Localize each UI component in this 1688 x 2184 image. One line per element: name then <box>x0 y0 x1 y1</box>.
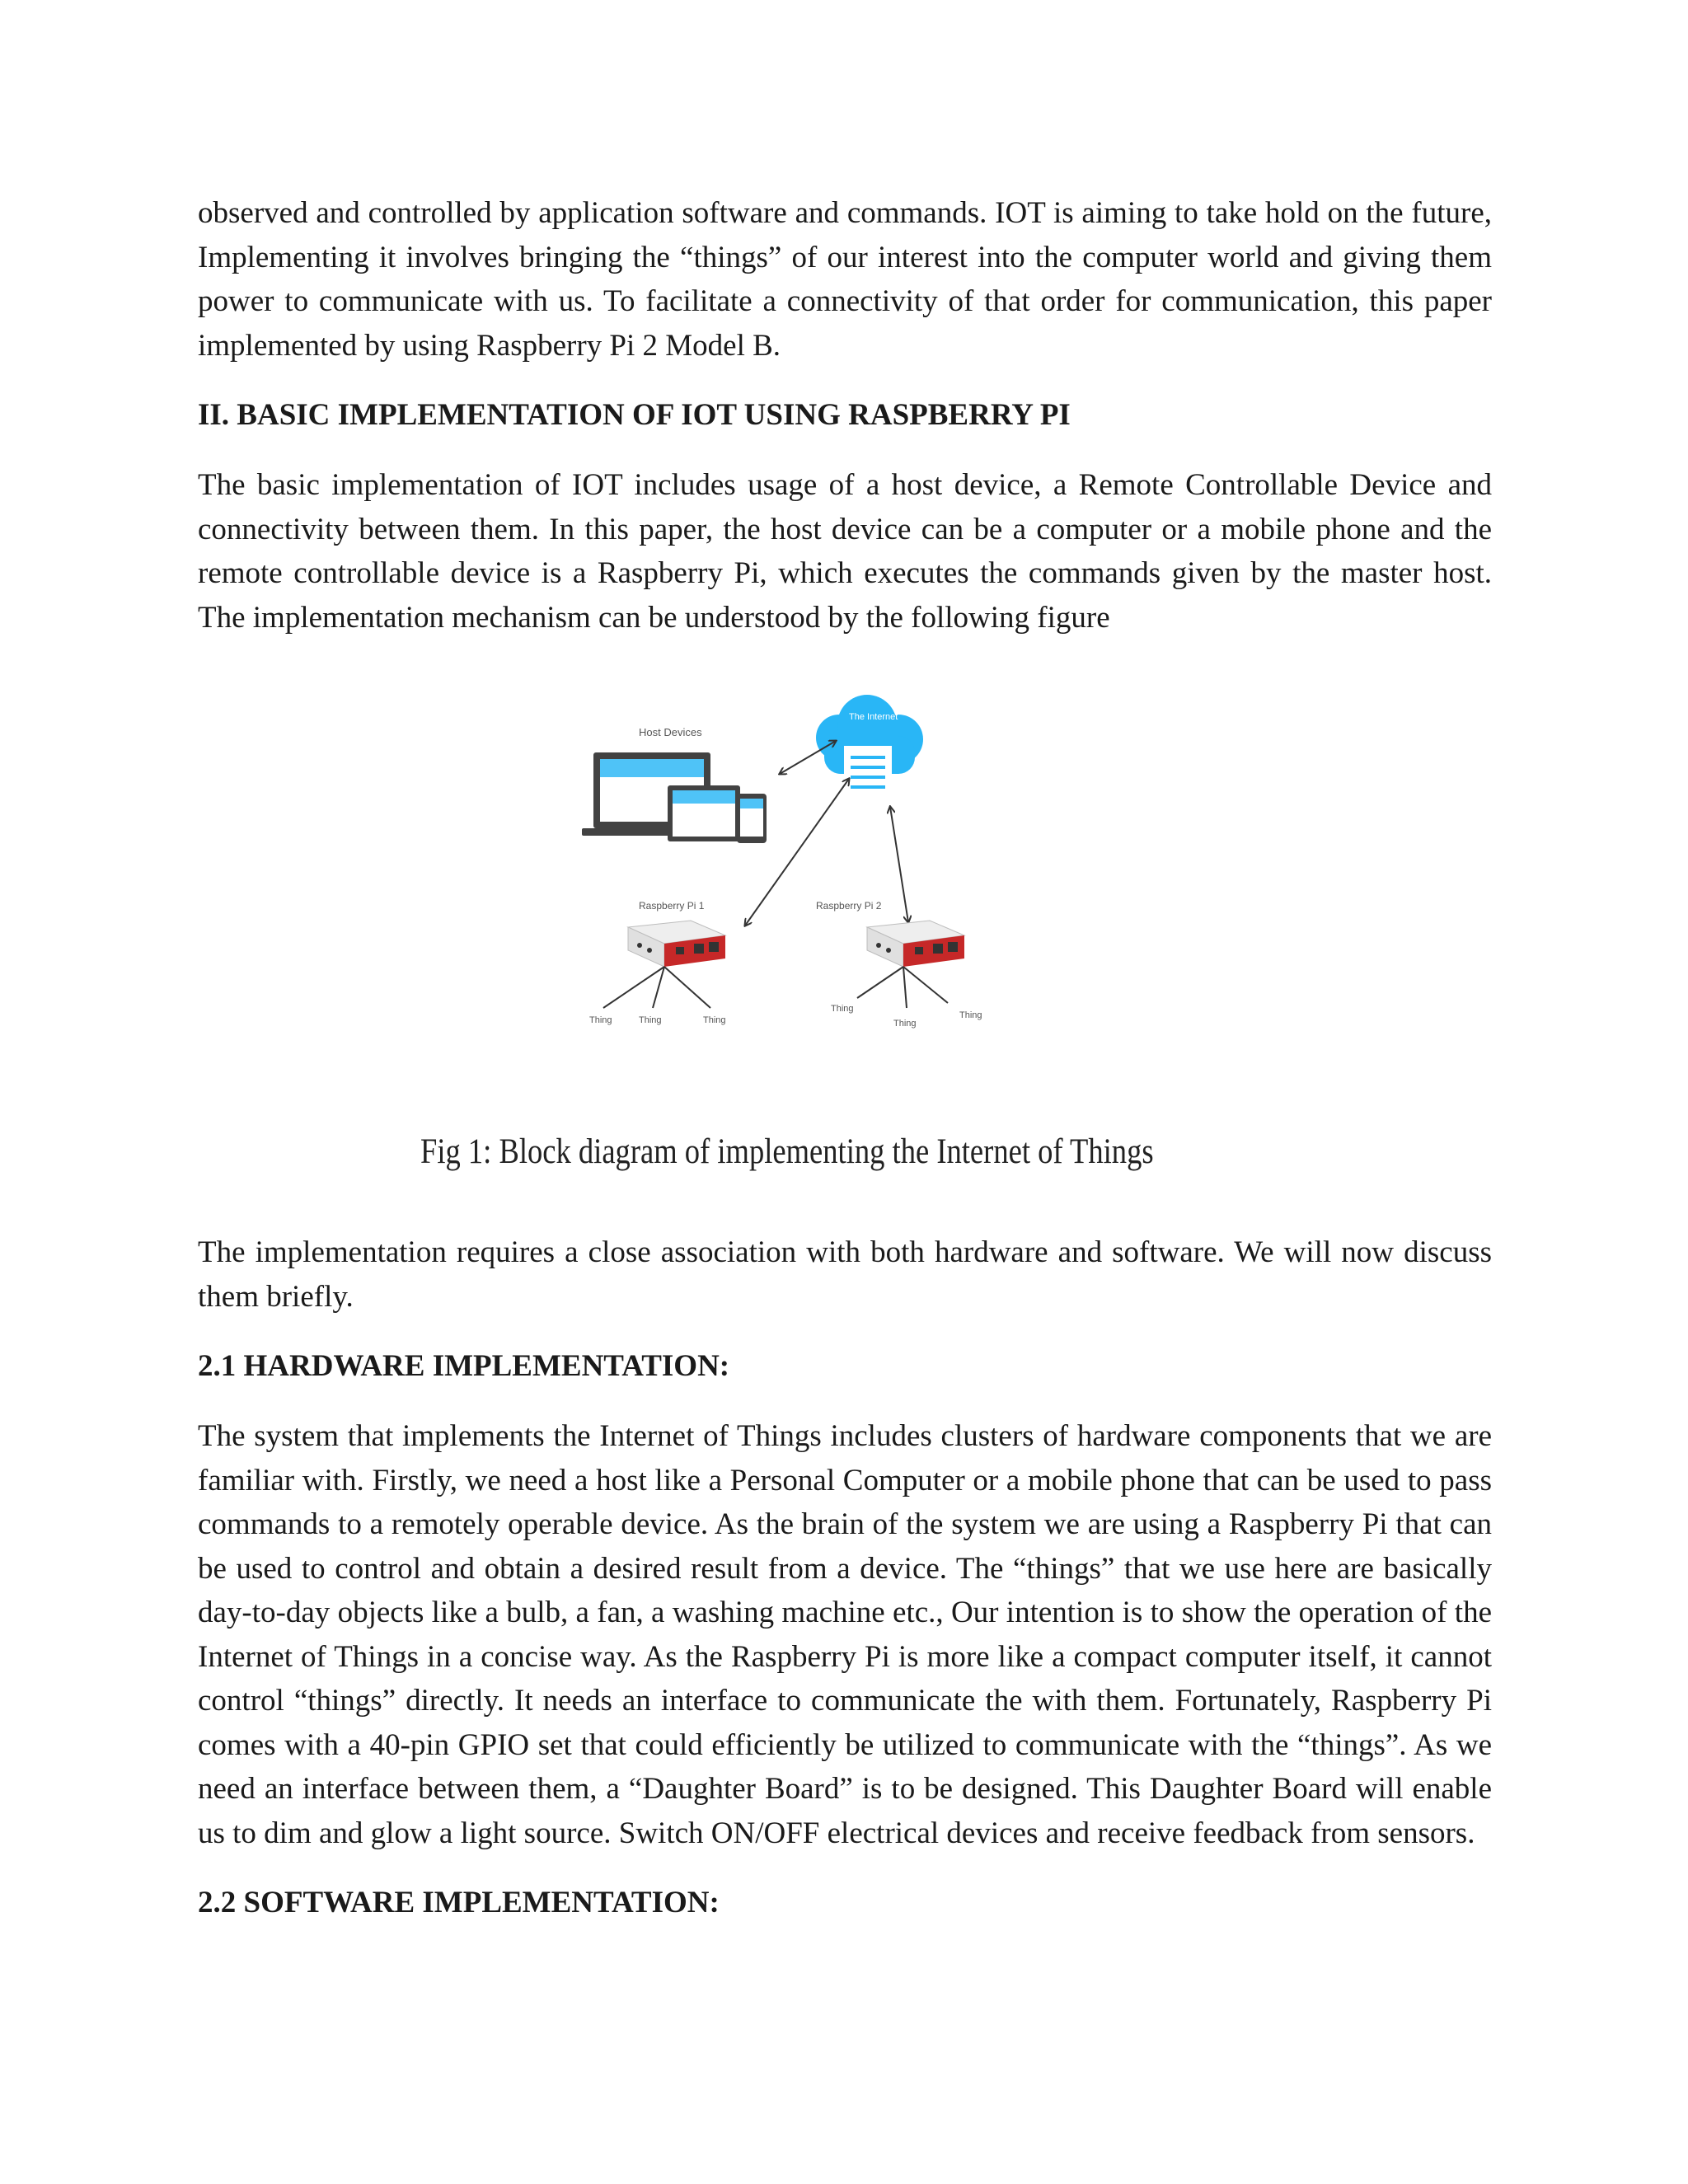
thing-label: Thing <box>831 1004 854 1014</box>
raspberry-pi-1-label: Raspberry Pi 1 <box>639 900 705 912</box>
thing-label: Thing <box>959 1010 982 1020</box>
section-heading-basic-implementation: II. BASIC IMPLEMENTATION OF IOT USING RASPBERRY PI <box>198 398 1071 432</box>
host-devices-label: Host Devices <box>639 726 702 738</box>
section-heading-software: 2.2 SOFTWARE IMPLEMENTATION: <box>198 1886 720 1919</box>
thing-label: Thing <box>703 1015 726 1025</box>
wire-pi2-thing1 <box>857 967 903 998</box>
figure-block-diagram <box>198 670 1492 1230</box>
raspberry-pi-2-icon <box>867 921 964 967</box>
paragraph-hardware: The system that implements the Internet of Things includes clusters of hardware components that we are familiar with. Firstly, we need a host like a Personal Computer or a mobile phone that can be used to pass commands to a remotely operable device. As the brain of the system we are using a Raspberry Pi that can be used to control and obtain a desired result from a device. The “things” that we use here are basically day-to-day objects like a bulb, a fan, a washing machine etc., Our intention is to show the operation of the Internet of Things in a concise way. As the Raspberry Pi is more like a compact computer itself, it cannot control “things” directly. It needs an interface to communicate the with them. Fortunately, Raspberry Pi comes with a 40-pin GPIO set that could efficiently be utilized to communicate with the “things”. As we need an interface between them, a “Daughter Board” is to be designed. This Daughter Board will enable us to dim and glow a light source. Switch ON/OFF electrical devices and receive feedback from sensors. <box>198 1419 1492 1850</box>
tablet-icon <box>668 785 740 841</box>
section-heading-hardware: 2.1 HARDWARE IMPLEMENTATION: <box>198 1349 730 1383</box>
cloud-icon <box>816 695 923 797</box>
cloud-label: The Internet <box>849 712 898 722</box>
raspberry-pi-2-label: Raspberry Pi 2 <box>816 900 882 912</box>
raspberry-pi-1-icon <box>628 921 725 967</box>
page <box>198 191 1492 1924</box>
paragraph-intro: observed and controlled by application software and commands. IOT is aiming to take hold on the future, Implementing it involves bringing the “things” of our interest into the computer world and giving them power to communicate with us. To facilitate a connectivity of that order for communication, this paper implemented by using Raspberry Pi 2 Model B. <box>198 196 1492 363</box>
wire-pi2-thing3 <box>903 967 948 1003</box>
paragraph-basic-implementation: The basic implementation of IOT includes usage of a host device, a Remote Controllable Device and connectivity between them. In this paper, the host device can be a computer or a mobile phone and the remote controllable device is a Raspberry Pi, which executes the commands given by the master host. The implementation mechanism can be understood by the following figure <box>198 468 1492 635</box>
paragraph-association: The implementation requires a close association with both hardware and software. We will now discuss them briefly. <box>198 1235 1492 1314</box>
arrow-pi2-internet <box>890 807 908 922</box>
thing-label: Thing <box>893 1019 917 1029</box>
thing-label: Thing <box>589 1015 612 1025</box>
figure-caption: Fig 1: Block diagram of implementing the Internet of Things <box>420 1132 1154 1171</box>
wire-pi1-thing3 <box>664 967 710 1008</box>
phone-icon <box>737 794 767 843</box>
thing-label: Thing <box>639 1015 662 1025</box>
wire-pi2-thing2 <box>903 967 907 1008</box>
